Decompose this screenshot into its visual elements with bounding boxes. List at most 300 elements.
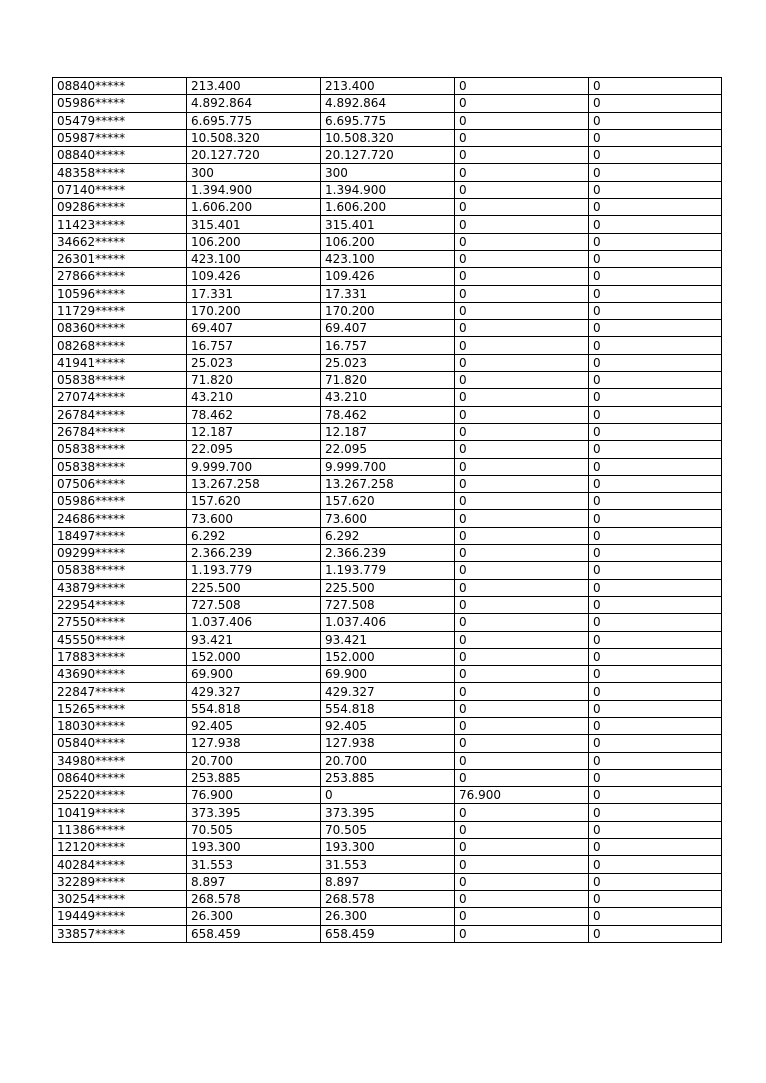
table-row bbox=[53, 925, 722, 942]
id-cell: 26784***** bbox=[53, 406, 187, 423]
amount-2-cell: 9.999.700 bbox=[321, 458, 455, 475]
amount-3-cell: 0 bbox=[455, 666, 589, 683]
amount-cell: 253.885 bbox=[187, 769, 321, 786]
id-cell: 22954***** bbox=[53, 596, 187, 613]
amount-3-cell: 0 bbox=[455, 648, 589, 665]
table-row bbox=[53, 804, 722, 821]
amount-4-cell: 0 bbox=[589, 545, 722, 562]
table-row bbox=[53, 596, 722, 613]
amount-4-cell: 0 bbox=[589, 683, 722, 700]
table-row bbox=[53, 545, 722, 562]
amount-4-cell: 0 bbox=[589, 147, 722, 164]
amount-2-cell: 93.421 bbox=[321, 631, 455, 648]
amount-4-cell: 0 bbox=[589, 458, 722, 475]
amount-4-cell: 0 bbox=[589, 890, 722, 907]
amount-4-cell: 0 bbox=[589, 666, 722, 683]
amount-2-cell: 423.100 bbox=[321, 250, 455, 267]
amount-4-cell: 0 bbox=[589, 700, 722, 717]
table-row bbox=[53, 873, 722, 890]
amount-2-cell: 300 bbox=[321, 164, 455, 181]
table-row bbox=[53, 752, 722, 769]
amount-3-cell: 0 bbox=[455, 579, 589, 596]
amount-4-cell: 0 bbox=[589, 78, 722, 95]
amount-4-cell: 0 bbox=[589, 839, 722, 856]
amount-4-cell: 0 bbox=[589, 717, 722, 734]
amount-3-cell: 0 bbox=[455, 406, 589, 423]
id-cell: 41941***** bbox=[53, 354, 187, 371]
amount-3-cell: 0 bbox=[455, 700, 589, 717]
amount-cell: 1.394.900 bbox=[187, 181, 321, 198]
amount-2-cell: 1.606.200 bbox=[321, 199, 455, 216]
amount-2-cell: 69.900 bbox=[321, 666, 455, 683]
amount-2-cell: 0 bbox=[321, 787, 455, 804]
amount-4-cell: 0 bbox=[589, 475, 722, 492]
id-cell: 26784***** bbox=[53, 423, 187, 440]
table-row bbox=[53, 95, 722, 112]
amount-2-cell: 658.459 bbox=[321, 925, 455, 942]
id-cell: 05838***** bbox=[53, 562, 187, 579]
amount-3-cell: 0 bbox=[455, 337, 589, 354]
amount-3-cell: 0 bbox=[455, 320, 589, 337]
amount-3-cell: 0 bbox=[455, 164, 589, 181]
amount-cell: 70.505 bbox=[187, 821, 321, 838]
amount-4-cell: 0 bbox=[589, 354, 722, 371]
amount-2-cell: 373.395 bbox=[321, 804, 455, 821]
amount-3-cell: 0 bbox=[455, 631, 589, 648]
id-cell: 11729***** bbox=[53, 302, 187, 319]
table-row bbox=[53, 147, 722, 164]
amount-4-cell: 0 bbox=[589, 441, 722, 458]
amount-cell: 12.187 bbox=[187, 423, 321, 440]
id-cell: 45550***** bbox=[53, 631, 187, 648]
amount-cell: 373.395 bbox=[187, 804, 321, 821]
amount-4-cell: 0 bbox=[589, 181, 722, 198]
amount-2-cell: 71.820 bbox=[321, 372, 455, 389]
id-cell: 05987***** bbox=[53, 129, 187, 146]
amount-cell: 78.462 bbox=[187, 406, 321, 423]
amount-cell: 93.421 bbox=[187, 631, 321, 648]
amount-cell: 92.405 bbox=[187, 717, 321, 734]
amount-cell: 9.999.700 bbox=[187, 458, 321, 475]
table-row bbox=[53, 285, 722, 302]
amount-2-cell: 127.938 bbox=[321, 735, 455, 752]
table-row bbox=[53, 769, 722, 786]
amount-2-cell: 70.505 bbox=[321, 821, 455, 838]
amount-cell: 13.267.258 bbox=[187, 475, 321, 492]
amount-cell: 554.818 bbox=[187, 700, 321, 717]
amount-cell: 17.331 bbox=[187, 285, 321, 302]
id-cell: 09299***** bbox=[53, 545, 187, 562]
id-cell: 22847***** bbox=[53, 683, 187, 700]
id-cell: 05986***** bbox=[53, 493, 187, 510]
amount-cell: 109.426 bbox=[187, 268, 321, 285]
amount-2-cell: 6.292 bbox=[321, 527, 455, 544]
amount-4-cell: 0 bbox=[589, 579, 722, 596]
id-cell: 34662***** bbox=[53, 233, 187, 250]
amount-2-cell: 157.620 bbox=[321, 493, 455, 510]
table-row bbox=[53, 614, 722, 631]
table-row bbox=[53, 458, 722, 475]
amount-cell: 315.401 bbox=[187, 216, 321, 233]
amount-3-cell: 0 bbox=[455, 510, 589, 527]
amount-4-cell: 0 bbox=[589, 527, 722, 544]
id-cell: 15265***** bbox=[53, 700, 187, 717]
table-row bbox=[53, 493, 722, 510]
amount-2-cell: 4.892.864 bbox=[321, 95, 455, 112]
amount-2-cell: 12.187 bbox=[321, 423, 455, 440]
amount-4-cell: 0 bbox=[589, 596, 722, 613]
table-row bbox=[53, 562, 722, 579]
amount-cell: 69.407 bbox=[187, 320, 321, 337]
id-cell: 08840***** bbox=[53, 78, 187, 95]
amount-cell: 69.900 bbox=[187, 666, 321, 683]
amount-3-cell: 0 bbox=[455, 147, 589, 164]
amount-4-cell: 0 bbox=[589, 285, 722, 302]
amount-4-cell: 0 bbox=[589, 752, 722, 769]
amount-cell: 1.037.406 bbox=[187, 614, 321, 631]
amount-4-cell: 0 bbox=[589, 631, 722, 648]
amount-4-cell: 0 bbox=[589, 320, 722, 337]
amount-4-cell: 0 bbox=[589, 925, 722, 942]
id-cell: 07506***** bbox=[53, 475, 187, 492]
id-cell: 08640***** bbox=[53, 769, 187, 786]
id-cell: 05479***** bbox=[53, 112, 187, 129]
id-cell: 32289***** bbox=[53, 873, 187, 890]
amount-4-cell: 0 bbox=[589, 856, 722, 873]
amount-cell: 225.500 bbox=[187, 579, 321, 596]
amount-cell: 268.578 bbox=[187, 890, 321, 907]
table-row bbox=[53, 475, 722, 492]
amount-4-cell: 0 bbox=[589, 873, 722, 890]
id-cell: 12120***** bbox=[53, 839, 187, 856]
amount-cell: 6.292 bbox=[187, 527, 321, 544]
amount-4-cell: 0 bbox=[589, 908, 722, 925]
amount-4-cell: 0 bbox=[589, 406, 722, 423]
amount-cell: 213.400 bbox=[187, 78, 321, 95]
amount-cell: 1.193.779 bbox=[187, 562, 321, 579]
amount-3-cell: 0 bbox=[455, 372, 589, 389]
id-cell: 05840***** bbox=[53, 735, 187, 752]
amount-3-cell: 0 bbox=[455, 839, 589, 856]
amount-3-cell: 0 bbox=[455, 856, 589, 873]
amount-3-cell: 0 bbox=[455, 199, 589, 216]
amount-4-cell: 0 bbox=[589, 648, 722, 665]
id-cell: 05838***** bbox=[53, 372, 187, 389]
amount-2-cell: 213.400 bbox=[321, 78, 455, 95]
id-cell: 34980***** bbox=[53, 752, 187, 769]
amount-4-cell: 0 bbox=[589, 804, 722, 821]
id-cell: 48358***** bbox=[53, 164, 187, 181]
amount-2-cell: 193.300 bbox=[321, 839, 455, 856]
amount-3-cell: 0 bbox=[455, 804, 589, 821]
amount-cell: 8.897 bbox=[187, 873, 321, 890]
amount-3-cell: 0 bbox=[455, 596, 589, 613]
amount-cell: 1.606.200 bbox=[187, 199, 321, 216]
amount-2-cell: 25.023 bbox=[321, 354, 455, 371]
amount-3-cell: 0 bbox=[455, 389, 589, 406]
amount-2-cell: 78.462 bbox=[321, 406, 455, 423]
amount-2-cell: 6.695.775 bbox=[321, 112, 455, 129]
amount-4-cell: 0 bbox=[589, 821, 722, 838]
amount-2-cell: 22.095 bbox=[321, 441, 455, 458]
id-cell: 40284***** bbox=[53, 856, 187, 873]
amount-cell: 73.600 bbox=[187, 510, 321, 527]
data-table bbox=[52, 77, 722, 943]
table-row bbox=[53, 112, 722, 129]
amount-4-cell: 0 bbox=[589, 423, 722, 440]
table-row bbox=[53, 631, 722, 648]
amount-2-cell: 1.394.900 bbox=[321, 181, 455, 198]
amount-2-cell: 106.200 bbox=[321, 233, 455, 250]
amount-3-cell: 0 bbox=[455, 545, 589, 562]
amount-4-cell: 0 bbox=[589, 614, 722, 631]
id-cell: 18030***** bbox=[53, 717, 187, 734]
amount-4-cell: 0 bbox=[589, 250, 722, 267]
amount-cell: 423.100 bbox=[187, 250, 321, 267]
table-row bbox=[53, 164, 722, 181]
amount-cell: 20.127.720 bbox=[187, 147, 321, 164]
amount-3-cell: 0 bbox=[455, 423, 589, 440]
table-row bbox=[53, 181, 722, 198]
amount-4-cell: 0 bbox=[589, 95, 722, 112]
amount-2-cell: 268.578 bbox=[321, 890, 455, 907]
amount-4-cell: 0 bbox=[589, 510, 722, 527]
table-row bbox=[53, 129, 722, 146]
amount-4-cell: 0 bbox=[589, 302, 722, 319]
amount-3-cell: 0 bbox=[455, 821, 589, 838]
amount-4-cell: 0 bbox=[589, 389, 722, 406]
id-cell: 10596***** bbox=[53, 285, 187, 302]
amount-cell: 25.023 bbox=[187, 354, 321, 371]
amount-2-cell: 43.210 bbox=[321, 389, 455, 406]
amount-cell: 170.200 bbox=[187, 302, 321, 319]
amount-3-cell: 0 bbox=[455, 95, 589, 112]
amount-4-cell: 0 bbox=[589, 787, 722, 804]
amount-2-cell: 26.300 bbox=[321, 908, 455, 925]
amount-cell: 193.300 bbox=[187, 839, 321, 856]
amount-3-cell: 0 bbox=[455, 112, 589, 129]
amount-2-cell: 13.267.258 bbox=[321, 475, 455, 492]
amount-cell: 157.620 bbox=[187, 493, 321, 510]
amount-3-cell: 0 bbox=[455, 493, 589, 510]
amount-cell: 10.508.320 bbox=[187, 129, 321, 146]
table-row bbox=[53, 354, 722, 371]
table-row bbox=[53, 856, 722, 873]
id-cell: 18497***** bbox=[53, 527, 187, 544]
amount-4-cell: 0 bbox=[589, 562, 722, 579]
amount-3-cell: 0 bbox=[455, 683, 589, 700]
id-cell: 05838***** bbox=[53, 458, 187, 475]
amount-3-cell: 0 bbox=[455, 527, 589, 544]
table-row bbox=[53, 666, 722, 683]
amount-2-cell: 20.700 bbox=[321, 752, 455, 769]
amount-4-cell: 0 bbox=[589, 216, 722, 233]
amount-cell: 2.366.239 bbox=[187, 545, 321, 562]
amount-3-cell: 0 bbox=[455, 908, 589, 925]
table-row bbox=[53, 423, 722, 440]
table-row bbox=[53, 735, 722, 752]
table-body bbox=[53, 78, 722, 943]
amount-3-cell: 0 bbox=[455, 873, 589, 890]
amount-3-cell: 0 bbox=[455, 614, 589, 631]
amount-2-cell: 16.757 bbox=[321, 337, 455, 354]
amount-2-cell: 109.426 bbox=[321, 268, 455, 285]
amount-cell: 26.300 bbox=[187, 908, 321, 925]
table-row bbox=[53, 302, 722, 319]
id-cell: 27074***** bbox=[53, 389, 187, 406]
amount-2-cell: 10.508.320 bbox=[321, 129, 455, 146]
amount-4-cell: 0 bbox=[589, 112, 722, 129]
amount-cell: 106.200 bbox=[187, 233, 321, 250]
table-row bbox=[53, 717, 722, 734]
amount-2-cell: 429.327 bbox=[321, 683, 455, 700]
amount-cell: 43.210 bbox=[187, 389, 321, 406]
amount-4-cell: 0 bbox=[589, 493, 722, 510]
id-cell: 05838***** bbox=[53, 441, 187, 458]
table-row bbox=[53, 700, 722, 717]
id-cell: 11386***** bbox=[53, 821, 187, 838]
id-cell: 25220***** bbox=[53, 787, 187, 804]
amount-3-cell: 0 bbox=[455, 458, 589, 475]
table-row bbox=[53, 406, 722, 423]
amount-2-cell: 69.407 bbox=[321, 320, 455, 337]
amount-cell: 6.695.775 bbox=[187, 112, 321, 129]
amount-3-cell: 0 bbox=[455, 216, 589, 233]
amount-cell: 152.000 bbox=[187, 648, 321, 665]
amount-2-cell: 8.897 bbox=[321, 873, 455, 890]
amount-cell: 71.820 bbox=[187, 372, 321, 389]
amount-2-cell: 1.037.406 bbox=[321, 614, 455, 631]
amount-2-cell: 20.127.720 bbox=[321, 147, 455, 164]
id-cell: 26301***** bbox=[53, 250, 187, 267]
id-cell: 11423***** bbox=[53, 216, 187, 233]
table-row bbox=[53, 683, 722, 700]
amount-cell: 727.508 bbox=[187, 596, 321, 613]
amount-4-cell: 0 bbox=[589, 372, 722, 389]
table-row bbox=[53, 250, 722, 267]
amount-4-cell: 0 bbox=[589, 164, 722, 181]
table-row bbox=[53, 648, 722, 665]
amount-cell: 300 bbox=[187, 164, 321, 181]
id-cell: 08840***** bbox=[53, 147, 187, 164]
id-cell: 43879***** bbox=[53, 579, 187, 596]
table-row bbox=[53, 527, 722, 544]
table-row bbox=[53, 320, 722, 337]
amount-2-cell: 1.193.779 bbox=[321, 562, 455, 579]
amount-4-cell: 0 bbox=[589, 233, 722, 250]
amount-2-cell: 73.600 bbox=[321, 510, 455, 527]
amount-3-cell: 0 bbox=[455, 302, 589, 319]
amount-cell: 20.700 bbox=[187, 752, 321, 769]
amount-4-cell: 0 bbox=[589, 129, 722, 146]
amount-3-cell: 0 bbox=[455, 285, 589, 302]
id-cell: 17883***** bbox=[53, 648, 187, 665]
amount-2-cell: 554.818 bbox=[321, 700, 455, 717]
amount-3-cell: 0 bbox=[455, 233, 589, 250]
id-cell: 19449***** bbox=[53, 908, 187, 925]
id-cell: 09286***** bbox=[53, 199, 187, 216]
amount-2-cell: 170.200 bbox=[321, 302, 455, 319]
amount-4-cell: 0 bbox=[589, 199, 722, 216]
amount-cell: 127.938 bbox=[187, 735, 321, 752]
amount-4-cell: 0 bbox=[589, 735, 722, 752]
amount-4-cell: 0 bbox=[589, 769, 722, 786]
amount-2-cell: 31.553 bbox=[321, 856, 455, 873]
amount-2-cell: 152.000 bbox=[321, 648, 455, 665]
table-row bbox=[53, 908, 722, 925]
amount-3-cell: 0 bbox=[455, 250, 589, 267]
table-row bbox=[53, 199, 722, 216]
id-cell: 08268***** bbox=[53, 337, 187, 354]
amount-cell: 22.095 bbox=[187, 441, 321, 458]
id-cell: 05986***** bbox=[53, 95, 187, 112]
table-row bbox=[53, 787, 722, 804]
amount-3-cell: 0 bbox=[455, 475, 589, 492]
amount-3-cell: 0 bbox=[455, 890, 589, 907]
amount-3-cell: 0 bbox=[455, 717, 589, 734]
amount-cell: 658.459 bbox=[187, 925, 321, 942]
id-cell: 27550***** bbox=[53, 614, 187, 631]
table-row bbox=[53, 216, 722, 233]
table-row bbox=[53, 78, 722, 95]
amount-3-cell: 0 bbox=[455, 354, 589, 371]
table-row bbox=[53, 372, 722, 389]
amount-2-cell: 253.885 bbox=[321, 769, 455, 786]
id-cell: 33857***** bbox=[53, 925, 187, 942]
amount-cell: 16.757 bbox=[187, 337, 321, 354]
table-row bbox=[53, 890, 722, 907]
table-row bbox=[53, 268, 722, 285]
table-row bbox=[53, 510, 722, 527]
table-row bbox=[53, 579, 722, 596]
amount-cell: 31.553 bbox=[187, 856, 321, 873]
table-row bbox=[53, 389, 722, 406]
amount-cell: 76.900 bbox=[187, 787, 321, 804]
amount-cell: 429.327 bbox=[187, 683, 321, 700]
amount-3-cell: 0 bbox=[455, 562, 589, 579]
amount-3-cell: 0 bbox=[455, 752, 589, 769]
table-row bbox=[53, 441, 722, 458]
amount-3-cell: 0 bbox=[455, 769, 589, 786]
amount-3-cell: 0 bbox=[455, 129, 589, 146]
table-row bbox=[53, 821, 722, 838]
amount-2-cell: 727.508 bbox=[321, 596, 455, 613]
amount-4-cell: 0 bbox=[589, 337, 722, 354]
id-cell: 30254***** bbox=[53, 890, 187, 907]
table-row bbox=[53, 337, 722, 354]
amount-3-cell: 0 bbox=[455, 925, 589, 942]
amount-3-cell: 76.900 bbox=[455, 787, 589, 804]
id-cell: 43690***** bbox=[53, 666, 187, 683]
id-cell: 27866***** bbox=[53, 268, 187, 285]
amount-3-cell: 0 bbox=[455, 441, 589, 458]
amount-3-cell: 0 bbox=[455, 735, 589, 752]
amount-2-cell: 2.366.239 bbox=[321, 545, 455, 562]
amount-3-cell: 0 bbox=[455, 181, 589, 198]
amount-2-cell: 17.331 bbox=[321, 285, 455, 302]
amount-cell: 4.892.864 bbox=[187, 95, 321, 112]
id-cell: 07140***** bbox=[53, 181, 187, 198]
amount-3-cell: 0 bbox=[455, 78, 589, 95]
id-cell: 24686***** bbox=[53, 510, 187, 527]
table-row bbox=[53, 233, 722, 250]
id-cell: 10419***** bbox=[53, 804, 187, 821]
table-row bbox=[53, 839, 722, 856]
amount-3-cell: 0 bbox=[455, 268, 589, 285]
amount-2-cell: 92.405 bbox=[321, 717, 455, 734]
amount-2-cell: 315.401 bbox=[321, 216, 455, 233]
amount-2-cell: 225.500 bbox=[321, 579, 455, 596]
